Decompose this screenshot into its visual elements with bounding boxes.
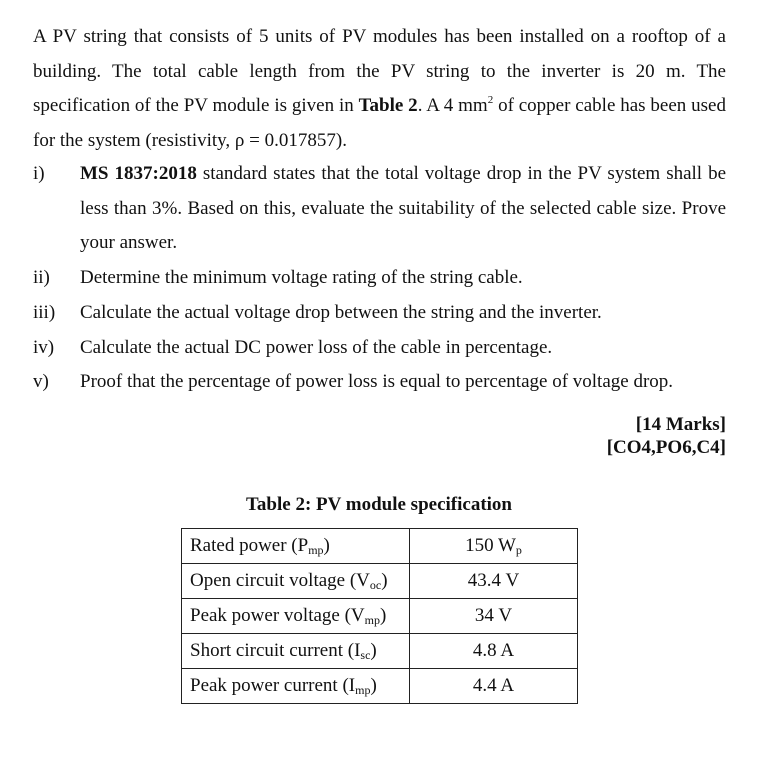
param-subscript: oc <box>369 578 382 592</box>
question-text: Proof that the percentage of power loss is equal to percentage of voltage drop. <box>80 371 674 392</box>
standard-reference: MS 1837:2018 <box>80 163 197 184</box>
param-value: 4.8 A <box>472 640 515 661</box>
table-title: Table 2: PV module specification <box>245 494 512 515</box>
spec-table <box>181 528 578 704</box>
param-name: Peak power current (I <box>190 675 356 696</box>
question-text: Calculate the actual DC power loss of the cable in percentage. <box>80 337 553 358</box>
question-text <box>80 157 726 261</box>
param-value: 4.4 A <box>472 675 515 696</box>
question-number: iv) <box>33 337 55 358</box>
param-name: Rated power (P <box>190 535 309 556</box>
table-row <box>182 634 578 669</box>
param-name: Open circuit voltage (V <box>190 570 370 591</box>
table-row <box>182 599 578 634</box>
superscript: 2 <box>487 94 494 106</box>
problem-statement <box>33 20 726 158</box>
table-reference: Table 2 <box>358 95 418 116</box>
value-subscript: p <box>515 543 522 557</box>
param-value: 34 V <box>474 605 513 626</box>
value-cell <box>410 634 578 669</box>
param-close: ) <box>379 605 387 626</box>
param-cell <box>182 634 410 669</box>
param-close: ) <box>370 640 377 661</box>
param-close: ) <box>370 675 377 696</box>
param-name: Peak power voltage (V <box>190 605 365 626</box>
question-number: i) <box>33 163 45 184</box>
question-item <box>33 261 726 296</box>
question-text: Determine the minimum voltage rating of the string cable. <box>80 267 523 288</box>
question-body: standard states that the total voltage drop in the PV system shall be less than 3%. Based on this, evaluate the suitability of the selected cable size. Prove your answer. <box>80 163 727 253</box>
param-close: ) <box>381 570 388 591</box>
total-marks: [14 Marks] <box>635 414 726 435</box>
param-name: Short circuit current (I <box>190 640 361 661</box>
param-cell <box>182 669 410 704</box>
table-row <box>182 564 578 599</box>
question-item <box>33 157 726 261</box>
intro-text-cable: . A 4 mm <box>417 95 488 116</box>
question-item <box>33 365 726 400</box>
value-cell <box>410 529 578 564</box>
question-number: iii) <box>33 302 56 323</box>
param-subscript: mp <box>355 683 371 697</box>
question-item <box>33 296 726 331</box>
question-number: v) <box>33 371 49 392</box>
param-subscript: sc <box>360 648 371 662</box>
question-item <box>33 331 726 366</box>
intro-text-resistivity: of copper cable has been used for the system (resistivity, ρ = 0.017857). <box>33 95 726 151</box>
table-row <box>182 529 578 564</box>
table-row <box>182 669 578 704</box>
param-cell <box>182 564 410 599</box>
value-cell <box>410 564 578 599</box>
intro-text: A PV string that consists of 5 units of PV modules has been installed on a rooftop of a building. The total cable length from the PV string to the inverter is 20 m. The specification of the PV module is given in <box>33 26 726 116</box>
value-cell <box>410 599 578 634</box>
param-close: ) <box>323 535 330 556</box>
marks-block <box>607 413 726 459</box>
param-value: 43.4 V <box>467 570 520 591</box>
param-cell <box>182 599 410 634</box>
course-outcomes: [CO4,PO6,C4] <box>606 437 726 458</box>
value-cell <box>410 669 578 704</box>
question-text: Calculate the actual voltage drop between the string and the inverter. <box>80 302 602 323</box>
param-cell <box>182 529 410 564</box>
param-subscript: mp <box>308 543 324 557</box>
param-value: 150 W <box>465 535 516 556</box>
param-subscript: mp <box>364 613 380 627</box>
question-number: ii) <box>33 267 50 288</box>
